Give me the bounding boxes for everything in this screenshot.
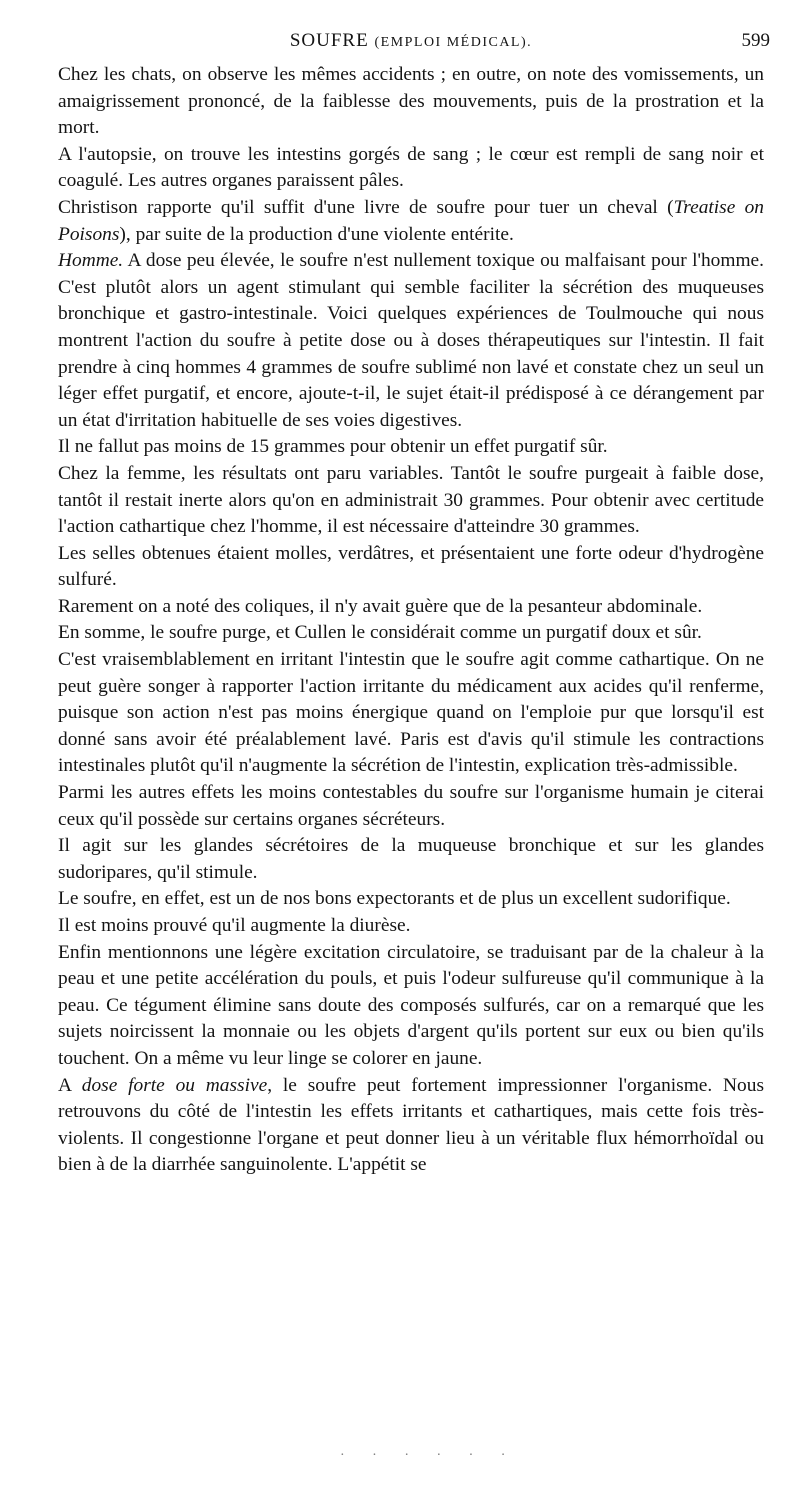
book-page bbox=[58, 30, 770, 1179]
paragraph: Enfin mentionnons une légère excitation circulatoire, se traduisant par de la chaleur à la peau et une petite accélération du pouls, et puis l'odeur sulfureuse qu'il communique à la peau. Ce tégument élimine sans doute des composés sulfurés, car on a remarqué que les sujets noircissent la monnaie ou les objets d'argent qu'ils portent sur eux ou bien qu'ils touchent. On a même vu leur linge se colorer en jaune. bbox=[58, 941, 764, 1069]
paragraph-text: Christison rapporte qu'il suffit d'une livre de soufre pour tuer un cheval ( bbox=[58, 196, 674, 218]
page-number: 599 bbox=[741, 30, 770, 51]
paragraph-text: , le soufre peut fortement impressionner l'organisme. Nous retrouvons du côté de l'intestin les effets irritants et cathartiques, mais cette fois très-violents. Il congestionne l'organe et peut donner lieu à un véritable flux hémorrhoïdal ou bien à de la diarrhée sanguinolente. L'appétit se bbox=[58, 1074, 764, 1176]
paragraph bbox=[58, 248, 764, 434]
paragraph: Chez les chats, on observe les mêmes accidents ; en outre, on note des vomissements, un amaigrissement prononcé, de la faiblesse des mouvements, puis de la prostration et la mort. bbox=[58, 64, 764, 139]
running-title bbox=[290, 30, 532, 52]
running-title-main: SOUFRE bbox=[289, 30, 369, 51]
paragraph: Le soufre, en effet, est un de nos bons expectorants et de plus un excellent sudorifique. bbox=[58, 888, 731, 910]
dose-emphasis: dose forte ou massive bbox=[81, 1074, 268, 1096]
running-title-sub: (EMPLOI MÉDICAL). bbox=[374, 35, 533, 50]
body-text bbox=[58, 62, 764, 1179]
paragraph: Chez la femme, les résultats ont paru variables. Tantôt le soufre purgeait à faible dose, tantôt il restait inerte alors qu'on en administrait 30 grammes. Pour obtenir avec certitude l'action cathartique chez l'homme, il est nécessaire d'atteindre 30 grammes. bbox=[58, 462, 764, 538]
paragraph: En somme, le soufre purge, et Cullen le considérait comme un purgatif doux et sûr. bbox=[58, 622, 702, 644]
paragraph: C'est vraisemblablement en irritant l'intestin que le soufre agit comme cathartique. On ne peut guère songer à rapporter l'action irritante du médicament aux acides qu'il renferme, puisque son action n'est pas moins énergique quand on l'emploie pur que lorsqu'il est donné sans avoir été préalablement lavé. Paris est d'avis qu'il stimule les contractions intestinales plutôt qu'il n'augmente la sécrétion de l'intestin, explication très-admissible. bbox=[58, 649, 764, 777]
paragraph-text: A dose peu élevée, le soufre n'est nullement toxique ou malfaisant pour l'homme. C'est plutôt alors un agent stimulant qui semble faciliter la sécrétion des muqueuses bronchique et gastro-intestinale. Voici quelques expériences de Toulmouche qui nous montrent l'action du soufre à petite dose ou à doses thérapeutiques sur l'intestin. Il fait prendre à cinq hommes 4 grammes de soufre sublimé non lavé et constate chez un seul un léger effet purgatif, et encore, ajoute-t-il, le sujet était-il prédisposé à ce dérangement par un état d'irritation habituelle de ses voies digestives. bbox=[58, 250, 764, 431]
print-specks: · · · · · · bbox=[340, 1448, 518, 1463]
paragraph-text: A bbox=[58, 1074, 82, 1096]
paragraph: A l'autopsie, on trouve les intestins gorgés de sang ; le cœur est rempli de sang noir et coagulé. Les autres organes paraissent pâles. bbox=[58, 143, 764, 192]
paragraph: Il ne fallut pas moins de 15 grammes pour obtenir un effet purgatif sûr. bbox=[58, 436, 608, 458]
paragraph-text: ), par suite de la production d'une violente entérite. bbox=[119, 223, 514, 245]
paragraph: Il est moins prouvé qu'il augmente la diurèse. bbox=[58, 915, 411, 936]
running-head bbox=[58, 30, 770, 62]
section-heading-emphasis: Homme. bbox=[58, 250, 124, 272]
paragraph: Les selles obtenues étaient molles, verdâtres, et présentaient une forte odeur d'hydrogène sulfuré. bbox=[58, 542, 764, 591]
paragraph: Parmi les autres effets les moins contestables du soufre sur l'organisme humain je citerai ceux qu'il possède sur certains organes sécréteurs. bbox=[58, 782, 764, 830]
paragraph: Rarement on a noté des coliques, il n'y avait guère que de la pesanteur abdominale. bbox=[58, 595, 703, 617]
paragraph bbox=[58, 195, 764, 248]
paragraph bbox=[58, 1073, 764, 1179]
book-title-emphasis: Treatise on Poisons bbox=[58, 196, 765, 245]
paragraph: Il agit sur les glandes sécrétoires de la muqueuse bronchique et sur les glandes sudoripares, qu'il stimule. bbox=[58, 835, 764, 883]
